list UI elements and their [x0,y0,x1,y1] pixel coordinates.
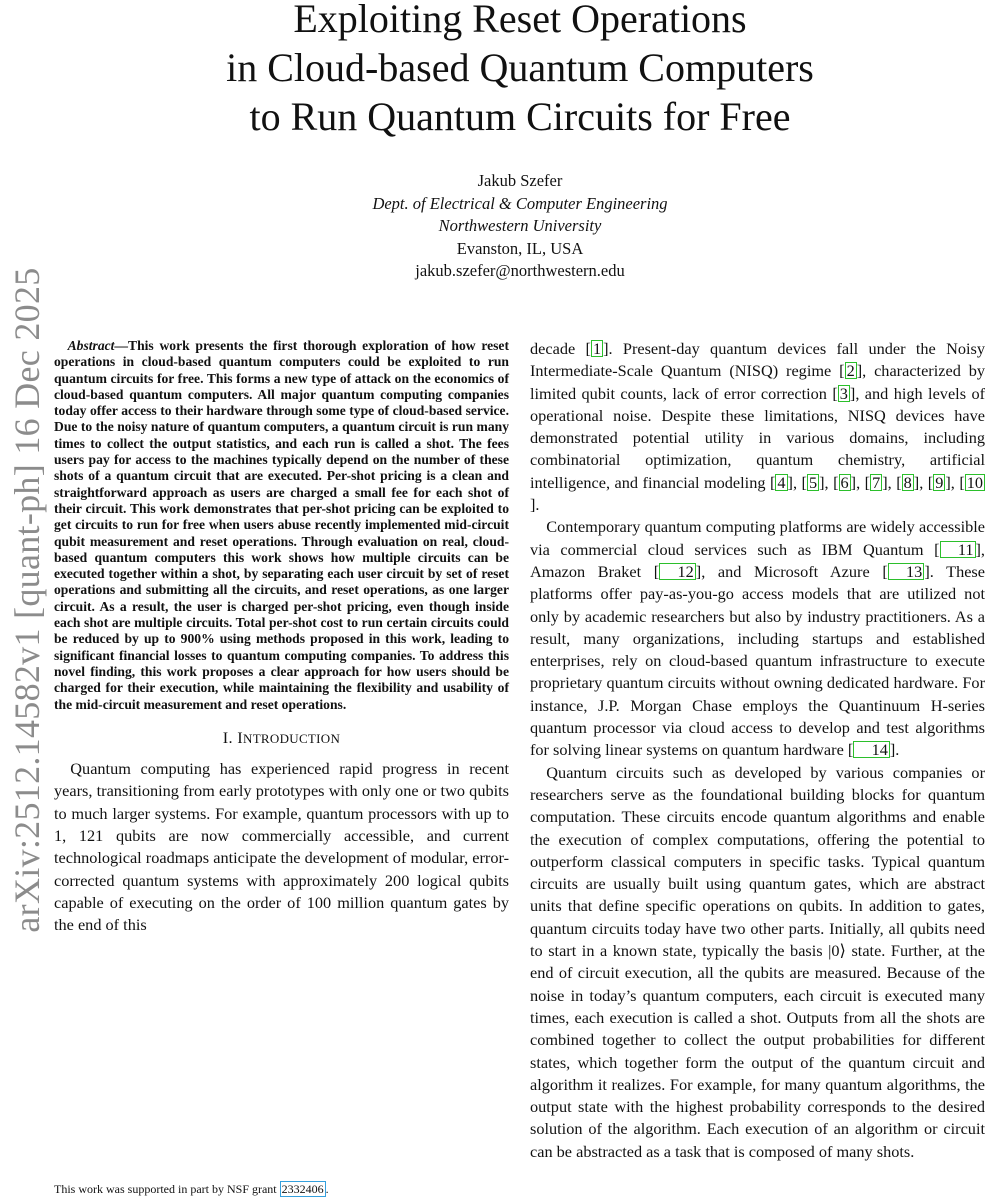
intro-paragraph-3: Quantum circuits such as developed by various companies or researchers serve as the foundational building blocks for quantum computation. These circuits encode quantum algorithms and enable the execution of complex computations, offering the potential to outperform classical computers in specific tasks. Typical quantum circuits are usually built using quantum gates, which are abstract units that define specific operations on qubits. In addition to gates, quantum circuits today have two other parts. Initially, all qubits need to start in a known state, typically the basis |0⟩ state. Further, at the end of circuit execution, all the qubits are measured. Because of the noise in today’s quantum computers, each circuit is executed many times, each execution is called a shot. Outputs from all the shots are combined together to collect the output probabilities for different states, which together form the output of the quantum circuit and algorithm it realizes. For example, for many quantum algorithms, the output state with the highest probability corresponds to the desired solution of the algorithm. Each execution of an algorithm or circuit can be abstracted as a task that is composed of many shots. [530,762,985,1161]
citation-link[interactable]: 9 [935,472,944,492]
citation-link[interactable]: 3 [839,383,848,403]
right-column [530,338,985,1163]
footnote-end: . [325,1182,329,1196]
citation-link[interactable]: 6 [840,472,849,492]
citation-link[interactable]: 12 [659,563,696,580]
citation-link[interactable]: 2 [846,361,855,381]
footnote-text: This work was supported in part by NSF grant [54,1182,280,1196]
citation-link[interactable]: 7 [872,472,881,492]
text-span: Contemporary quantum computing platforms are widely accessible via commercial cloud services such as IBM Quantum [530,517,985,559]
citation-link[interactable]: 13 [888,563,925,580]
paper-title [60,0,980,141]
citation-link[interactable]: 10 [966,472,984,492]
title-line-1: Exploiting Reset Operations [293,0,747,41]
citation-link[interactable]: 14 [853,741,890,758]
citation-link[interactable]: 11 [940,541,976,558]
abstract-label: Abstract [67,338,115,353]
title-line-3: to Run Quantum Circuits for Free [249,94,791,139]
citation-link[interactable]: 4 [777,472,786,492]
arxiv-identifier: arXiv:2512.14582v1 [quant-ph] 16 Dec 2025 [7,267,47,933]
text-span: , Amazon Braket [530,539,985,581]
author-department: Dept. of Electrical & Computer Engineering [372,193,668,213]
author-name: Jakub Szefer [477,171,563,190]
intro-paragraph-1-continued: decade [ 1 ]. Present-day quantum devices fall under the Noisy Intermediate-Scale Quantum (NISQ) regime [ 2 ], characterized by limited qubit counts, lack of error correction [ 3 ], and high levels of operational noise. Despite these limitations, NISQ devices have demonstrated potential utility in various domains, including combinatorial optimization, quantum chemistry, artificial intelligence, and financial modeling [ 4 ], [ 5 ], [ 6 ], [ 7 ], [ 8 ], [ 9 ], [ 10]. [530,339,985,515]
left-column [54,338,509,937]
section-number: I. [222,727,233,747]
author-location: Evanston, IL, USA [456,238,584,258]
section-title-rest: NTRODUCTION [243,730,341,746]
citation-link[interactable]: 5 [808,472,818,492]
section-title-initial: I [237,727,243,747]
title-line-2: in Cloud-based Quantum Computers [226,45,814,90]
abstract-text: —This work presents the first thorough exploration of how reset operations in cloud-based quantum computers could be exploited to run quantum circuits for free. This forms a new type of attack on the economics of cloud-based quantum computers. All major quantum computing companies today offer access to their hardware through some type of cloud-based service. Due to the noisy nature of quantum computers, a quantum circuit is run many times to collect the output statistics, and each run is called a shot. The fees users pay for access to the machines typically depend on the number of these shots of a quantum circuit that are executed. Per-shot pricing is a clean and straightforward approach as users are charged a small fee for each shot of their circuit. This work demonstrates that per-shot pricing can be exploited to get circuits to run for free when users abuse recently implemented mid-circuit qubit measurement and reset operations. Through evaluation on real, cloud-based quantum computers this work shows how multiple circuits can be executed together within a shot, by separating each user circuit by set of reset operations and submitting all the circuits, and reset operations, as one larger circuit. As a result, the user is charged per-shot pricing, even though inside each shot are multiple circuits. Total per-shot cost to run certain circuits could be reduced by up to 900% using methods proposed in this work, leading to significant financial losses to quantum computing companies. To address this novel finding, this work proposes a clear approach for how users should be charged for their execution, while maintaining the flexibility and usability of the mid-circuit measurement and reset operations. [54,338,509,712]
text-span: decade [530,339,586,358]
funding-footnote [54,1181,329,1197]
citation-link[interactable]: 8 [903,472,912,492]
citation-link[interactable]: 1 [592,339,602,358]
text-span: , characterized by limited qubit counts, lack of error correction [530,361,985,403]
author-email[interactable]: jakub.szefer@northwestern.edu [415,261,625,280]
author-university: Northwestern University [438,216,602,235]
text-span: , and Microsoft Azure [701,561,883,581]
text-span: . These platforms offer pay-as-you-go access models that are utilized not only by academic researchers but also by industry practitioners. As a result, many organizations, including startups and established enterprises, rely on cloud-based quantum infrastructure to execute proprietary quantum circuits without owning dedicated hardware. For instance, J.P. Morgan Chase employs the Quantinuum H-series quantum processor via cloud access to develop and test algorithms for solving linear systems on quantum hardware [530,561,985,760]
intro-paragraph-2: Contemporary quantum computing platforms are widely accessible via commercial cloud services such as IBM Quantum [ 11 ], Amazon Braket [ 12 ], and Microsoft Azure [ 13 ]. These platforms offer pay-as-you-go access models that are utilized not only by academic researchers but also by industry practitioners. As a result, many organizations, including startups and established enterprises, rely on cloud-based quantum infrastructure to execute proprietary quantum circuits without owning dedicated hardware. For instance, J.P. Morgan Chase employs the Quantinuum H-series quantum processor via cloud access to develop and test algorithms for solving linear systems on quantum hardware [ 14 ]. [530,517,985,760]
section-heading-introduction [54,727,509,750]
text-span: . Present-day quantum devices fall under the Noisy Intermediate-Scale Quantum (NISQ) regime [530,339,985,381]
abstract [54,338,509,713]
intro-paragraph-1: Quantum computing has experienced rapid progress in recent years, transitioning from early prototypes with only one or two qubits to much larger systems. For example, quantum processors with up to 1, 121 qubits are now commercially accessible, and current technological roadmaps anticipate the development of modular, error-corrected quantum systems with approximately 200 logical qubits capable of executing on the order of 100 million quantum gates by the end of this [54,759,509,935]
grant-link[interactable]: 2332406 [281,1182,324,1196]
text-span: , and high levels of operational noise. Despite these limitations, NISQ devices have demonstrated potential utility in various domains, including combinatorial optimization, quantum chemistry, artificial intelligence, and financial modeling [530,383,985,492]
author-block [60,170,980,283]
